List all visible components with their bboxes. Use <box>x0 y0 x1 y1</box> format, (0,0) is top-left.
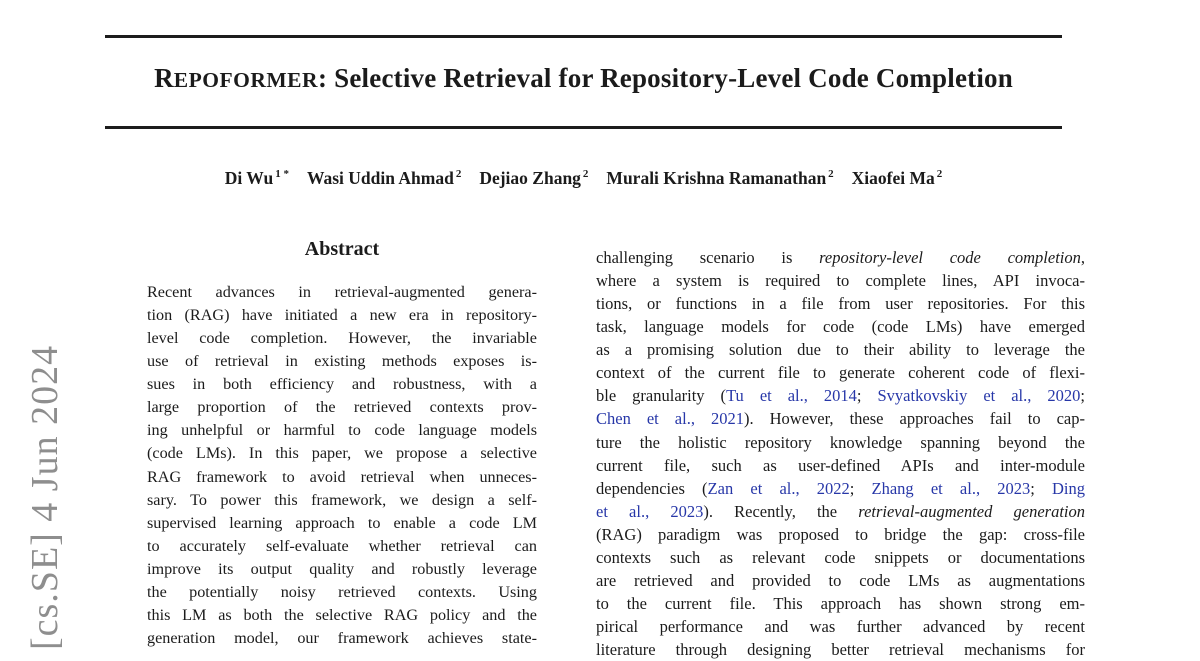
text-line <box>596 431 1085 454</box>
title-rule-bottom <box>105 126 1062 129</box>
author-name: Wasi Uddin Ahmad <box>306 168 454 188</box>
body-text: as a promising solution due to their ability to leverage the <box>596 340 1085 360</box>
text-line <box>147 581 537 604</box>
author-name: Xiaofei Ma <box>851 168 935 188</box>
text-line <box>147 604 537 627</box>
text-line <box>596 407 1085 430</box>
body-text: this LM as both the selective RAG policy and the <box>147 605 537 624</box>
text-line <box>596 269 1085 292</box>
text-line <box>147 373 537 396</box>
text-line <box>596 454 1085 477</box>
author-name: Di Wu <box>224 168 274 188</box>
text-line <box>147 281 537 304</box>
text-line <box>147 489 537 512</box>
body-text: ture the holistic repository knowledge spanning beyond the <box>596 432 1085 452</box>
text-line <box>147 396 537 419</box>
body-text: ). Recently, the <box>703 501 859 521</box>
author-name: Murali Krishna Ramanathan <box>606 168 827 188</box>
citation-link[interactable]: Ding <box>1052 478 1086 498</box>
text-line <box>596 292 1085 315</box>
body-text: to accurately self-evaluate whether retrieval can <box>147 536 537 555</box>
citation-link[interactable]: Svyatkovskiy et al., 2020 <box>877 386 1081 406</box>
body-text: (RAG) paradigm was proposed to bridge the gap: cross-file <box>596 524 1085 544</box>
body-text: , <box>1080 248 1086 267</box>
author-affiliation-mark: 2 <box>582 168 589 181</box>
text-line <box>596 384 1085 407</box>
body-text: sary. To power this framework, we design a self- <box>147 490 537 509</box>
text-line <box>596 615 1085 638</box>
body-text: current file, such as user-defined APIs and inter-module <box>596 455 1085 475</box>
title-rule-top <box>105 35 1062 38</box>
author-affiliation-mark: 2 <box>828 168 834 181</box>
text-line <box>147 350 537 373</box>
author <box>225 168 289 189</box>
body-text: ing unhelpful or harmful to code language models <box>147 421 537 440</box>
text-line <box>147 558 537 581</box>
arxiv-category-stamp: [cs.SE] 4 Jun 2024 <box>24 344 66 650</box>
body-text: ; <box>1030 478 1053 498</box>
body-text: task, language models for code (code LMs) have emerged <box>596 317 1085 337</box>
citation-link[interactable]: Chen et al., 2021 <box>596 409 744 429</box>
title-rest: : Selective Retrieval for Repository-Level Code Completion <box>318 63 1013 93</box>
body-text: the potentially noisy retrieved contexts. Using <box>147 582 537 601</box>
author-line <box>105 168 1062 189</box>
body-text: are retrieved and provided to code LMs as augmentations <box>596 570 1085 590</box>
text-line <box>596 315 1085 338</box>
body-text: to the current file. This approach has shown strong em- <box>596 593 1085 613</box>
text-line <box>596 246 1085 269</box>
author-affiliation-mark: 1 * <box>275 168 289 181</box>
author-affiliation-mark: 2 <box>936 168 943 181</box>
body-text: sues in both efficiency and robustness, with a <box>147 375 537 394</box>
body-text: where a system is required to complete lines, API invoca- <box>596 271 1085 291</box>
text-line <box>147 627 537 650</box>
author <box>606 168 833 189</box>
text-line <box>596 361 1085 384</box>
body-text: RAG framework to avoid retrieval when unneces- <box>147 467 537 486</box>
text-line <box>596 638 1085 661</box>
author-affiliation-mark: 2 <box>455 168 462 181</box>
body-text: dependencies ( <box>596 478 708 498</box>
body-text: (code LMs). In this paper, we propose a selective <box>147 444 537 463</box>
text-line <box>596 592 1085 615</box>
body-text: pirical performance and was further advanced by recent <box>596 617 1085 636</box>
title-lead-cap: R <box>154 63 174 93</box>
abstract-column <box>147 281 537 650</box>
body-text: ). However, these approaches fail to cap- <box>743 409 1085 429</box>
body-text: tions, or functions in a file from user repositories. For this <box>596 294 1085 314</box>
title-smallcaps: EPOFORMER <box>173 68 319 92</box>
body-text: level code completion. However, the invariable <box>147 329 537 348</box>
citation-link[interactable]: Zhang et al., 2023 <box>871 478 1031 498</box>
body-text: supervised learning approach to enable a code LM <box>147 513 537 532</box>
body-text: ; <box>849 478 872 498</box>
author <box>307 168 461 189</box>
citation-link[interactable]: Zan et al., 2022 <box>707 478 850 498</box>
text-line <box>596 546 1085 569</box>
text-line <box>596 477 1085 500</box>
author-name: Dejiao Zhang <box>479 168 581 188</box>
text-line <box>147 466 537 489</box>
text-line <box>596 500 1085 523</box>
author <box>852 168 943 189</box>
citation-link[interactable]: et al., 2023 <box>596 501 704 521</box>
italic-text: retrieval-augmented generation <box>858 501 1085 521</box>
body-text: improve its output quality and robustly leverage <box>147 559 537 578</box>
text-line <box>147 442 537 465</box>
body-text: contexts such as relevant code snippets or documentations <box>596 547 1085 567</box>
paper-title <box>105 63 1062 94</box>
body-text: ; <box>856 386 878 406</box>
body-text: use of retrieval in existing methods exposes is- <box>147 352 537 371</box>
body-text: generation model, our framework achieves state- <box>147 628 537 647</box>
text-line <box>147 512 537 535</box>
text-line <box>147 419 537 442</box>
introduction-column <box>596 246 1085 661</box>
text-line <box>147 535 537 558</box>
text-line <box>147 304 537 327</box>
body-text: context of the current file to generate coherent code of flexi- <box>596 363 1085 383</box>
text-line <box>596 523 1085 546</box>
body-text: large proportion of the retrieved contexts prov- <box>147 398 537 417</box>
body-text: Recent advances in retrieval-augmented genera- <box>147 283 537 301</box>
author <box>479 168 588 189</box>
text-line <box>596 569 1085 592</box>
italic-text: repository-level code completion <box>819 248 1081 267</box>
body-text: ble granularity ( <box>596 386 727 406</box>
body-text: tion (RAG) have initiated a new era in repository- <box>147 306 537 325</box>
body-text: literature through designing better retrieval mechanisms for <box>596 640 1085 660</box>
citation-link[interactable]: Tu et al., 2014 <box>726 386 857 406</box>
text-line <box>147 327 537 350</box>
body-text: ; <box>1080 386 1085 406</box>
body-text: challenging scenario is <box>596 248 820 267</box>
text-line <box>596 338 1085 361</box>
abstract-heading: Abstract <box>304 238 380 260</box>
